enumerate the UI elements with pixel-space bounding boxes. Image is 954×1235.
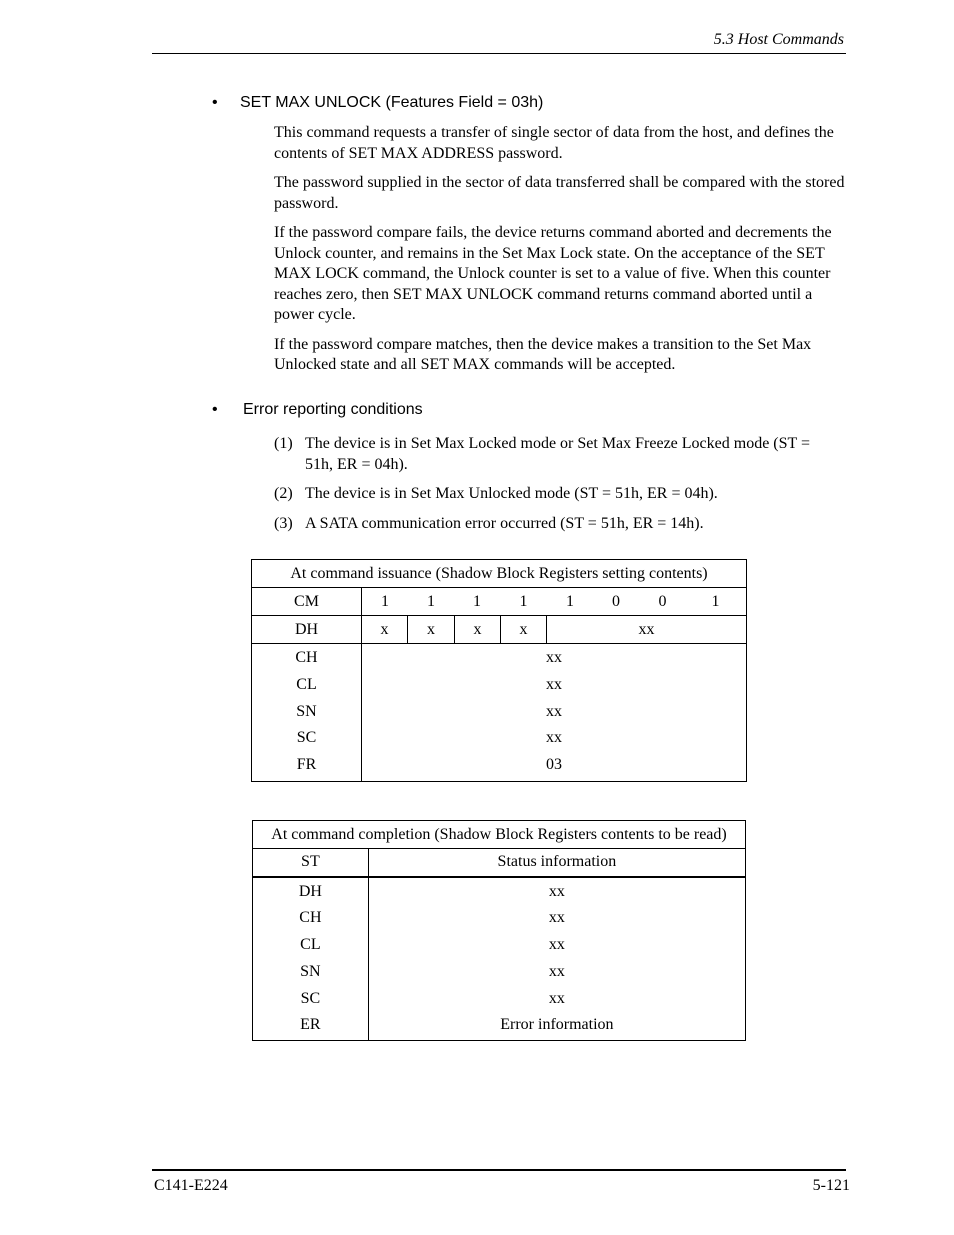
item-text: A SATA communication error occurred (ST = 51h, ER = 14h). <box>305 515 704 532</box>
register-value: xx <box>548 936 565 954</box>
dh-bit: x <box>362 616 408 644</box>
register-values <box>362 644 747 782</box>
register-value: xx <box>546 729 562 747</box>
register-label: CH <box>295 649 318 666</box>
item-text: The device is in Set Max Locked mode or Set Max Freeze Locked mode (ST = 51h, ER = 04h). <box>305 435 811 473</box>
description-paragraphs <box>274 123 848 385</box>
register-label: CL <box>300 936 321 954</box>
cm-bit: 0 <box>612 592 620 610</box>
register-label: ER <box>300 1016 321 1034</box>
register-value: Error information <box>500 1016 614 1034</box>
register-value: xx <box>548 909 565 927</box>
cm-bit: 0 <box>658 592 667 610</box>
item-number: (2) <box>274 485 293 502</box>
table-row <box>253 877 746 1041</box>
cm-bit: 1 <box>519 592 528 610</box>
dh-bit: x <box>500 616 546 644</box>
register-value: xx <box>546 702 562 720</box>
error-condition-item <box>274 514 834 535</box>
cm-bit: 1 <box>427 592 435 610</box>
paragraph: The password supplied in the sector of data transferred shall be compared with the stored password. <box>274 174 845 212</box>
error-condition-item <box>274 434 834 476</box>
register-values <box>368 877 745 1041</box>
table-row <box>253 849 746 877</box>
register-value: xx <box>548 962 565 980</box>
bullet-title: Error reporting conditions <box>243 401 423 418</box>
bullet-error-reporting <box>212 401 812 421</box>
bullet-icon: • <box>212 401 218 418</box>
paragraph: If the password compare matches, then the device makes a transition to the Set Max Unlocked state and all SET MAX commands will be accepted. <box>274 335 812 373</box>
bullet-icon: • <box>212 94 218 111</box>
register-label: DH <box>252 616 362 644</box>
bullet-title: SET MAX UNLOCK (Features Field = 03h) <box>240 94 544 111</box>
register-value: xx <box>548 882 565 900</box>
table-title: At command completion (Shadow Block Registers contents to be read) <box>253 821 746 849</box>
cm-bit: 1 <box>473 592 481 610</box>
register-label: SC <box>296 729 317 747</box>
header-rule <box>152 53 846 54</box>
page-number: 5-121 <box>812 1177 850 1194</box>
completion-register-table <box>252 820 746 1041</box>
table-row <box>252 616 747 644</box>
dh-rest: xx <box>546 616 746 644</box>
footer-rule <box>152 1169 846 1171</box>
cm-bit: 1 <box>381 592 389 610</box>
dh-bit: x <box>454 616 500 644</box>
paragraph: This command requests a transfer of single sector of data from the host, and defines the contents of SET MAX ADDRESS password. <box>274 124 834 162</box>
document-id: C141-E224 <box>154 1177 228 1194</box>
register-label: CH <box>299 909 322 927</box>
register-value: xx <box>546 649 562 666</box>
running-header: 5.3 Host Commands <box>713 31 844 48</box>
cm-bit: 1 <box>711 592 720 610</box>
item-number: (1) <box>274 435 293 452</box>
register-labels <box>253 877 369 1041</box>
register-label: SN <box>296 702 317 720</box>
register-label: FR <box>296 756 317 774</box>
register-label: CL <box>296 675 317 693</box>
item-number: (3) <box>274 515 293 532</box>
bullet-set-max-unlock <box>212 94 812 114</box>
table-title: At command issuance (Shadow Block Registers setting contents) <box>252 560 747 588</box>
register-value: Status information <box>368 849 745 877</box>
table-row <box>252 644 747 782</box>
cm-bit-cells <box>362 588 747 616</box>
paragraph: If the password compare fails, the device returns command aborted and decrements the Unlock counter, and remains in the Set Max Lock state. On the acceptance of the SET MAX LOCK command, the Unlock counter is set to a value of five. When this counter reaches zero, then SET MAX UNLOCK command returns command aborted until a power cycle. <box>274 224 832 323</box>
register-label: DH <box>298 882 322 900</box>
register-value: xx <box>546 675 562 693</box>
register-value: 03 <box>546 756 562 774</box>
register-label: SN <box>300 962 321 980</box>
table-row <box>252 588 747 616</box>
register-label: ST <box>253 849 369 877</box>
error-condition-item <box>274 484 834 505</box>
item-text: The device is in Set Max Unlocked mode (ST = 51h, ER = 04h). <box>305 485 718 502</box>
cm-bit: 1 <box>566 592 574 610</box>
register-label: CM <box>252 588 362 616</box>
dh-bit: x <box>407 616 454 644</box>
register-label: SC <box>300 989 321 1007</box>
register-value: xx <box>548 989 565 1007</box>
issuance-register-table <box>251 559 747 782</box>
register-labels <box>252 644 362 782</box>
